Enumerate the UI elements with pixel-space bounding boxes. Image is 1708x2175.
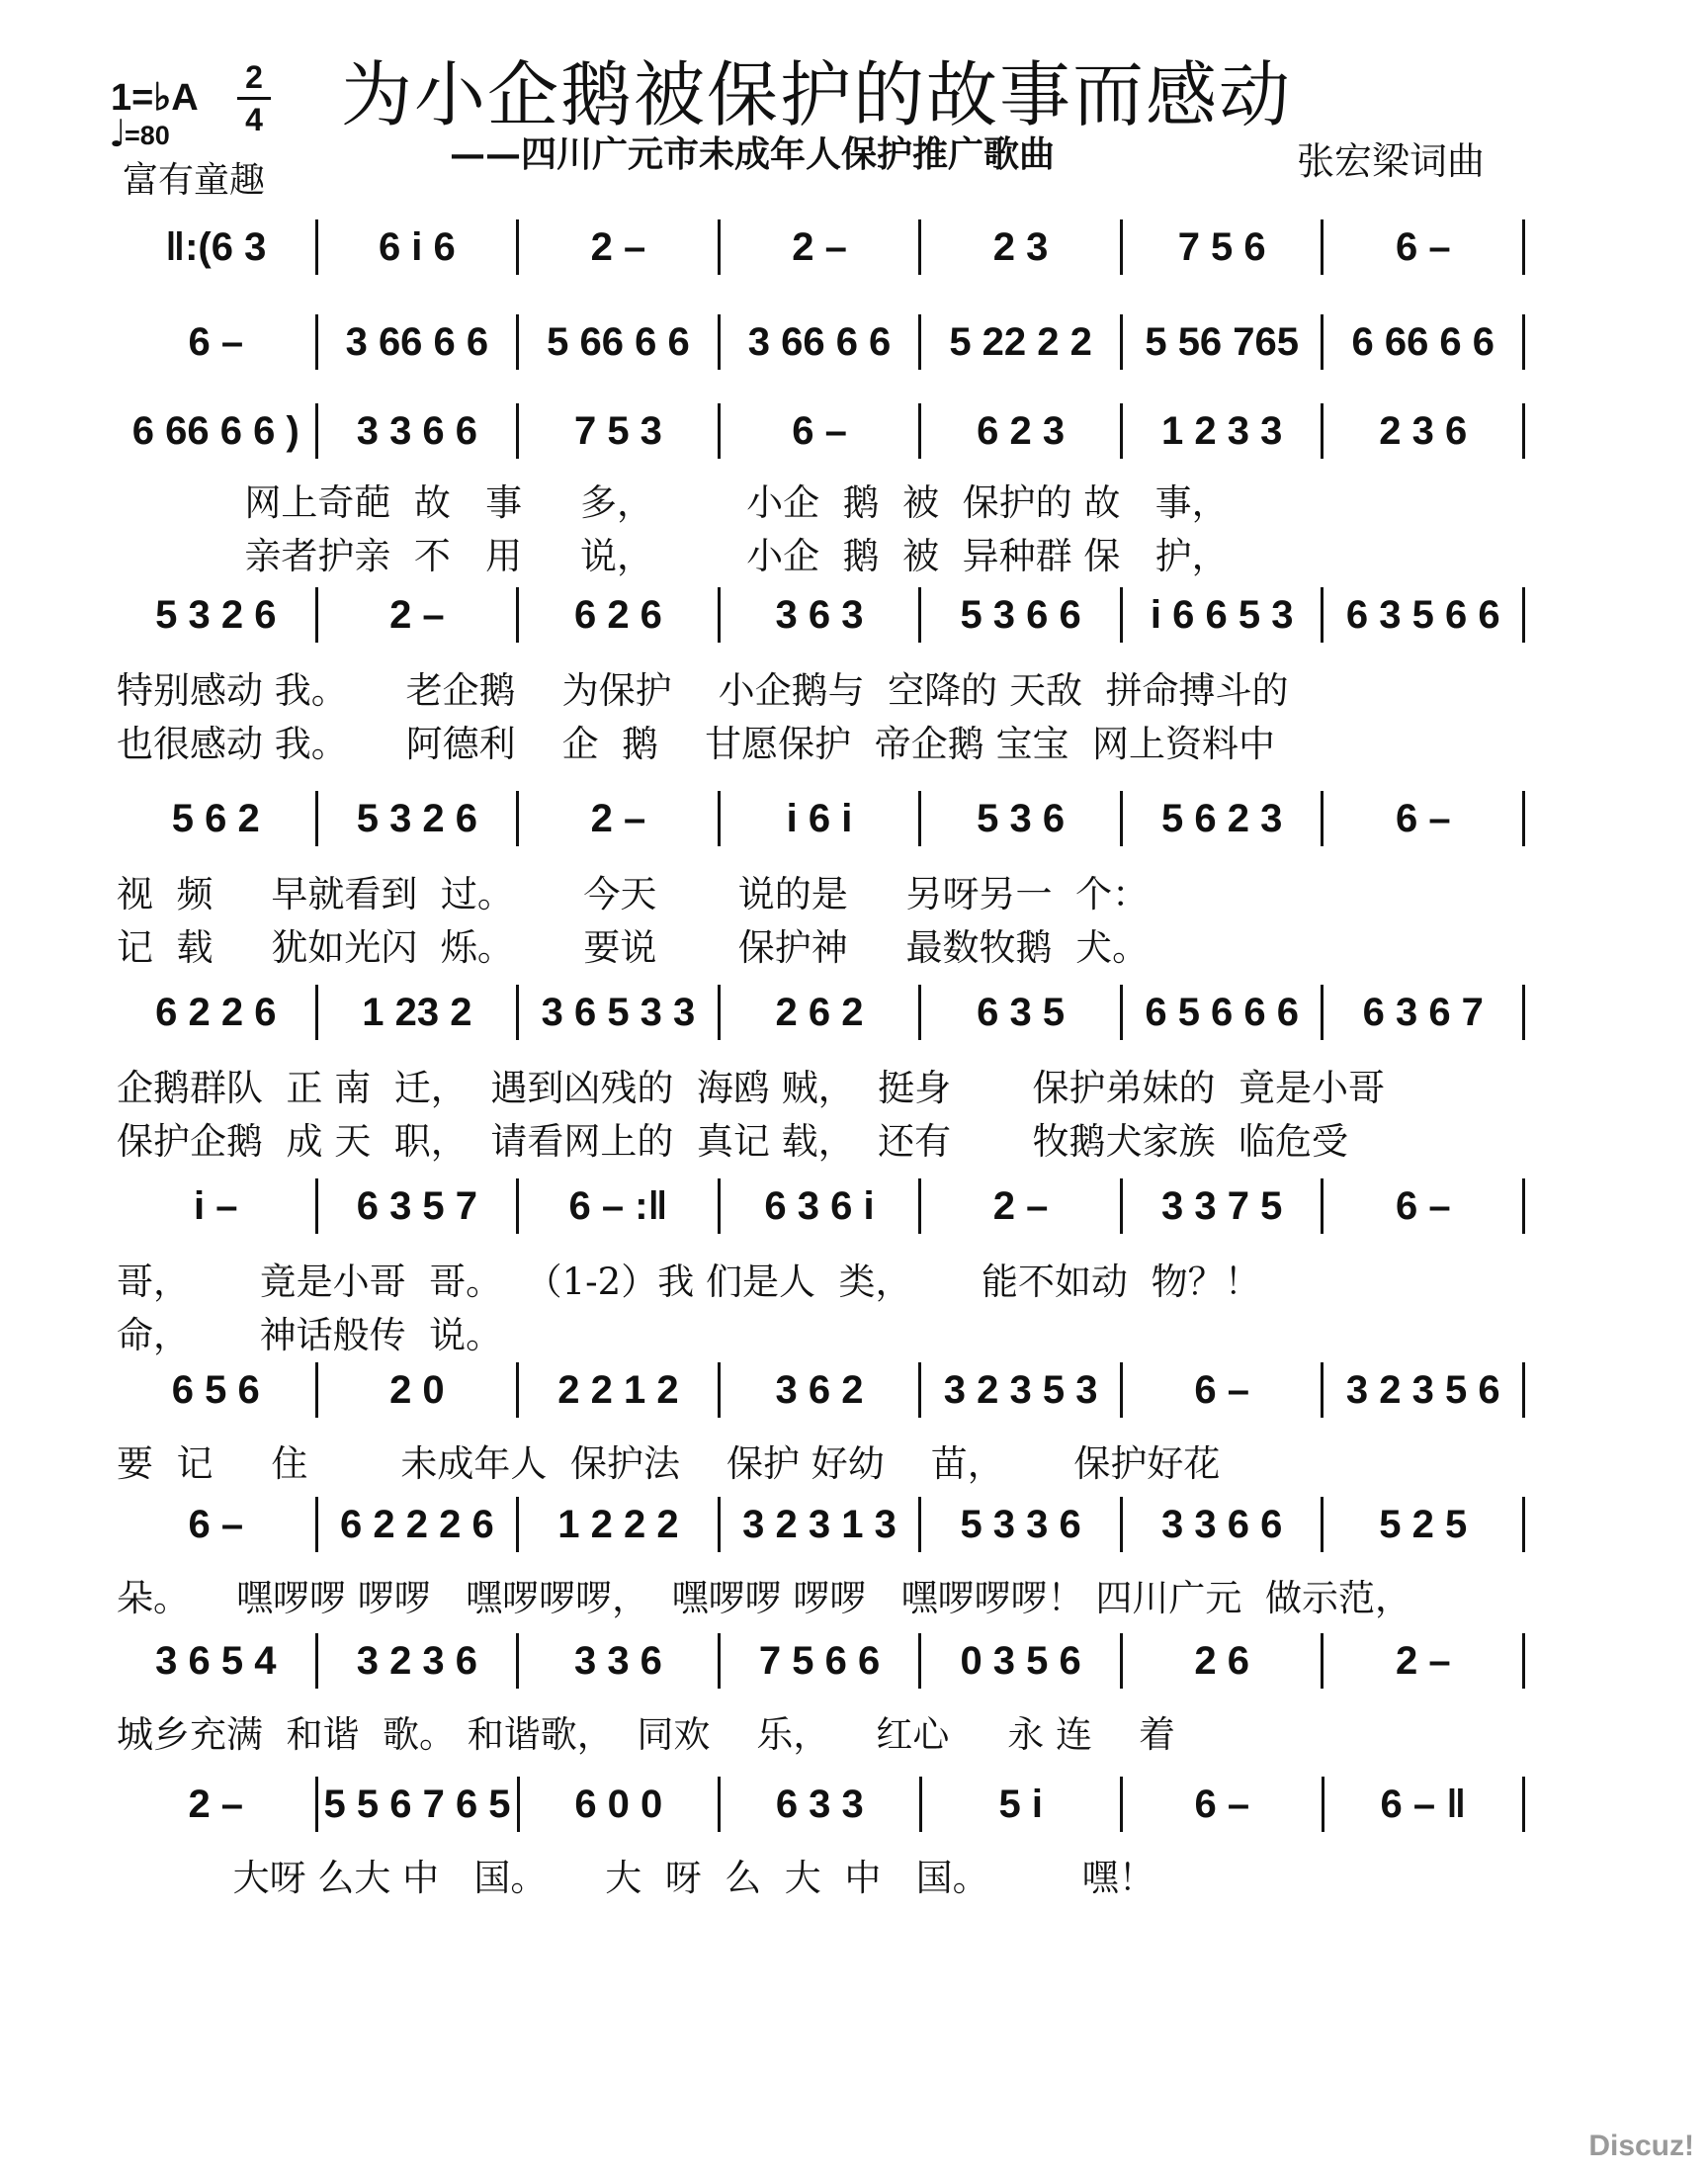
author-credit: 张宏梁词曲 (1297, 139, 1486, 183)
measure: 2 3 (992, 224, 1049, 269)
time-signature-bottom: 4 (245, 102, 263, 137)
lyric-line-verse-1: 特别感动 我。 老企鹅 为保护 小企鹅与 空降的 天敌 拼命搏斗的 (117, 669, 1289, 712)
measure: 1 23 2 (362, 990, 472, 1034)
score-system-3 (0, 403, 1708, 577)
measure: 2 6 2 (775, 990, 864, 1034)
lyric-line-verse-1: 哥， 竟是小哥 哥。 （1-2）我 们是人 类， 能不如动 物？！ (117, 1261, 1261, 1303)
measure: 2 – (992, 1183, 1049, 1228)
measure: 2 – (590, 796, 646, 840)
score-system-9 (0, 1497, 1708, 1635)
lyric-line-verse-1: 视 频 早就看到 过。 今天 说的是 另呀另一 个： (117, 873, 1150, 915)
measure: 6 5 6 6 6 (1145, 990, 1300, 1034)
measure: 3 2 3 6 (356, 1638, 478, 1683)
bar-line (1522, 219, 1525, 275)
measure: 6 – (1395, 796, 1451, 840)
bar-line (1522, 587, 1525, 643)
measure: 6 66 6 6 (1351, 319, 1495, 364)
measure: 5 6 2 3 (1161, 796, 1283, 840)
measure: 1 2 2 2 (557, 1502, 679, 1546)
measure: 3 6 3 (775, 592, 864, 637)
measure: 6 3 5 (977, 990, 1066, 1034)
bar-line (1522, 403, 1525, 459)
measure: 6 – ‖ (1380, 1782, 1467, 1826)
bar-line (1522, 1777, 1525, 1832)
song-subtitle: ——四川广元市未成年人保护推广歌曲 (450, 133, 1056, 175)
measure: 5 56 765 (1145, 319, 1300, 364)
lyric-line-verse-2: 记 载 犹如光闪 烁。 要说 保护神 最数牧鹅 犬。 (117, 926, 1150, 969)
lyric-line-verse-2: 命， 神话般传 说。 (117, 1314, 503, 1356)
notation-line (117, 791, 1525, 846)
measure: 5 66 6 6 (547, 319, 690, 364)
lyric-line-verse-1: 要 记 住 未成年人 保护法 保护 好幼 苗， 保护好花 (117, 1442, 1221, 1485)
bar-line (1522, 791, 1525, 846)
measure: 5 22 2 2 (949, 319, 1092, 364)
measure: 6 3 3 (775, 1782, 864, 1826)
measure: 5 i (998, 1782, 1044, 1826)
bar-line (1522, 1497, 1525, 1552)
measure: 7 5 6 (1177, 224, 1266, 269)
measure: 3 6 5 4 (155, 1638, 277, 1683)
notation-line (117, 1633, 1525, 1689)
measure: 2 2 1 2 (557, 1367, 679, 1412)
measure: 6 – (1395, 1183, 1451, 1228)
lyric-line-verse-1: 大呀 么大 中 国。 大 呀 么 大 中 国。 嘿！ (117, 1857, 1155, 1899)
notation-line (117, 1777, 1525, 1832)
measure: 3 2 3 5 3 (943, 1367, 1098, 1412)
measure: 3 3 6 (573, 1638, 662, 1683)
measure: 6 3 6 i (764, 1183, 875, 1228)
bar-line (1522, 985, 1525, 1040)
bar-line (1522, 1633, 1525, 1689)
measure: 2 – (389, 592, 445, 637)
notation-line (117, 985, 1525, 1040)
notation-line (117, 314, 1525, 370)
measure: 2 6 (1194, 1638, 1249, 1683)
measure: 5 3 6 (977, 796, 1066, 840)
score-system-6 (0, 985, 1708, 1163)
watermark: Discuz! (1588, 2130, 1694, 2162)
notation-line (117, 219, 1525, 275)
notation-line (117, 1178, 1525, 1234)
measure: 6 – :‖ (568, 1183, 668, 1228)
measure: 6 3 6 7 (1362, 990, 1484, 1034)
measure: 1 2 3 3 (1161, 408, 1283, 453)
measure: i 6 i (786, 796, 853, 840)
score-system-7 (0, 1178, 1708, 1356)
measure: 6 2 6 (573, 592, 662, 637)
notation-line (117, 1362, 1525, 1418)
score-system-8 (0, 1362, 1708, 1501)
measure: 5 6 2 (171, 796, 260, 840)
measure: 6 2 3 (977, 408, 1066, 453)
measure: 2 – (792, 224, 847, 269)
measure: 5 5 6 7 6 5 (323, 1782, 511, 1826)
score-system-5 (0, 791, 1708, 969)
measure: 3 6 2 (775, 1367, 864, 1412)
score-system-10 (0, 1633, 1708, 1772)
measure: 5 3 2 6 (356, 796, 478, 840)
lyric-line-verse-1: 企鹅群队 正 南 迁， 遇到凶残的 海鸥 贼， 挺身 保护弟妹的 竟是小哥 (117, 1067, 1385, 1109)
lyric-line-verse-2: 也很感动 我。 阿德利 企 鹅 甘愿保护 帝企鹅 宝宝 网上资料中 (117, 723, 1275, 765)
key-signature: 1=♭A (111, 77, 199, 119)
mood-marking: 富有童趣 (123, 160, 266, 201)
measure: 6 i 6 (378, 224, 456, 269)
measure: 2 – (188, 1782, 244, 1826)
time-signature-top: 2 (237, 61, 271, 100)
lyric-line-verse-1: 城乡充满 和谐 歌。 和谐歌， 同欢 乐， 红心 永 连 着 (117, 1713, 1176, 1756)
measure: 6 3 5 7 (356, 1183, 478, 1228)
measure: 3 2 3 1 3 (742, 1502, 897, 1546)
measure: 7 5 6 6 (758, 1638, 881, 1683)
tempo-marking: =80 (125, 121, 170, 150)
song-title: 为小企鹅被保护的故事而感动 (341, 53, 1293, 136)
measure: i 6 6 5 3 (1150, 592, 1294, 637)
measure: 3 66 6 6 (747, 319, 892, 364)
measure: 5 2 5 (1379, 1502, 1468, 1546)
measure: 6 5 6 (171, 1367, 260, 1412)
measure: 6 – (1194, 1782, 1250, 1826)
measure: 2 – (1395, 1638, 1451, 1683)
measure: 6 – (188, 1502, 244, 1546)
measure: 3 66 6 6 (345, 319, 489, 364)
measure: 3 3 6 6 (356, 408, 478, 453)
measure: i – (194, 1183, 238, 1228)
measure: 6 – (792, 408, 847, 453)
lyric-line-verse-2: 保护企鹅 成 天 职， 请看网上的 真记 载， 还有 牧鹅犬家族 临危受 (117, 1120, 1348, 1163)
measure: 6 66 6 6 ) (131, 408, 299, 453)
measure: 3 2 3 5 6 (1345, 1367, 1500, 1412)
lyric-line-verse-2: 亲者护亲 不 用 说， 小企 鹅 被 异种群 保 护， (117, 535, 1229, 577)
measure: 2 0 (389, 1367, 445, 1412)
notation-line (117, 1497, 1525, 1552)
time-signature (237, 61, 271, 135)
measure: 2 3 6 (1379, 408, 1468, 453)
measure: 6 2 2 6 (155, 990, 277, 1034)
measure: 6 3 5 6 6 (1345, 592, 1500, 637)
measure: 6 – (188, 319, 244, 364)
notation-line (117, 403, 1525, 459)
measure: 3 6 5 3 3 (541, 990, 696, 1034)
quarter-note-icon: ♩ (109, 112, 127, 155)
score-system-11 (0, 1777, 1708, 1915)
measure: 5 3 6 6 (960, 592, 1081, 637)
bar-line (1522, 1178, 1525, 1234)
measure: 5 3 2 6 (155, 592, 277, 637)
measure: 6 2 2 2 6 (340, 1502, 494, 1546)
measure: 7 5 3 (573, 408, 662, 453)
measure: ‖:(6 3 (165, 224, 267, 269)
measure: 6 0 0 (574, 1782, 663, 1826)
measure: 6 – (1194, 1367, 1249, 1412)
bar-line (1522, 1362, 1525, 1418)
measure: 0 3 5 6 (960, 1638, 1081, 1683)
score-system-4 (0, 587, 1708, 765)
lyric-line-verse-1: 网上奇葩 故 事 多， 小企 鹅 被 保护的 故 事， (117, 481, 1229, 524)
bar-line (1522, 314, 1525, 370)
measure: 5 3 3 6 (960, 1502, 1081, 1546)
measure: 3 3 7 5 (1161, 1183, 1283, 1228)
measure: 2 – (590, 224, 646, 269)
measure: 3 3 6 6 (1161, 1502, 1283, 1546)
lyric-line-verse-1: 朵。 嘿啰啰 啰啰 嘿啰啰啰， 嘿啰啰 啰啰 嘿啰啰啰！ 四川广元 做示范， (117, 1577, 1411, 1619)
notation-line (117, 587, 1525, 643)
measure: 6 – (1395, 224, 1451, 269)
